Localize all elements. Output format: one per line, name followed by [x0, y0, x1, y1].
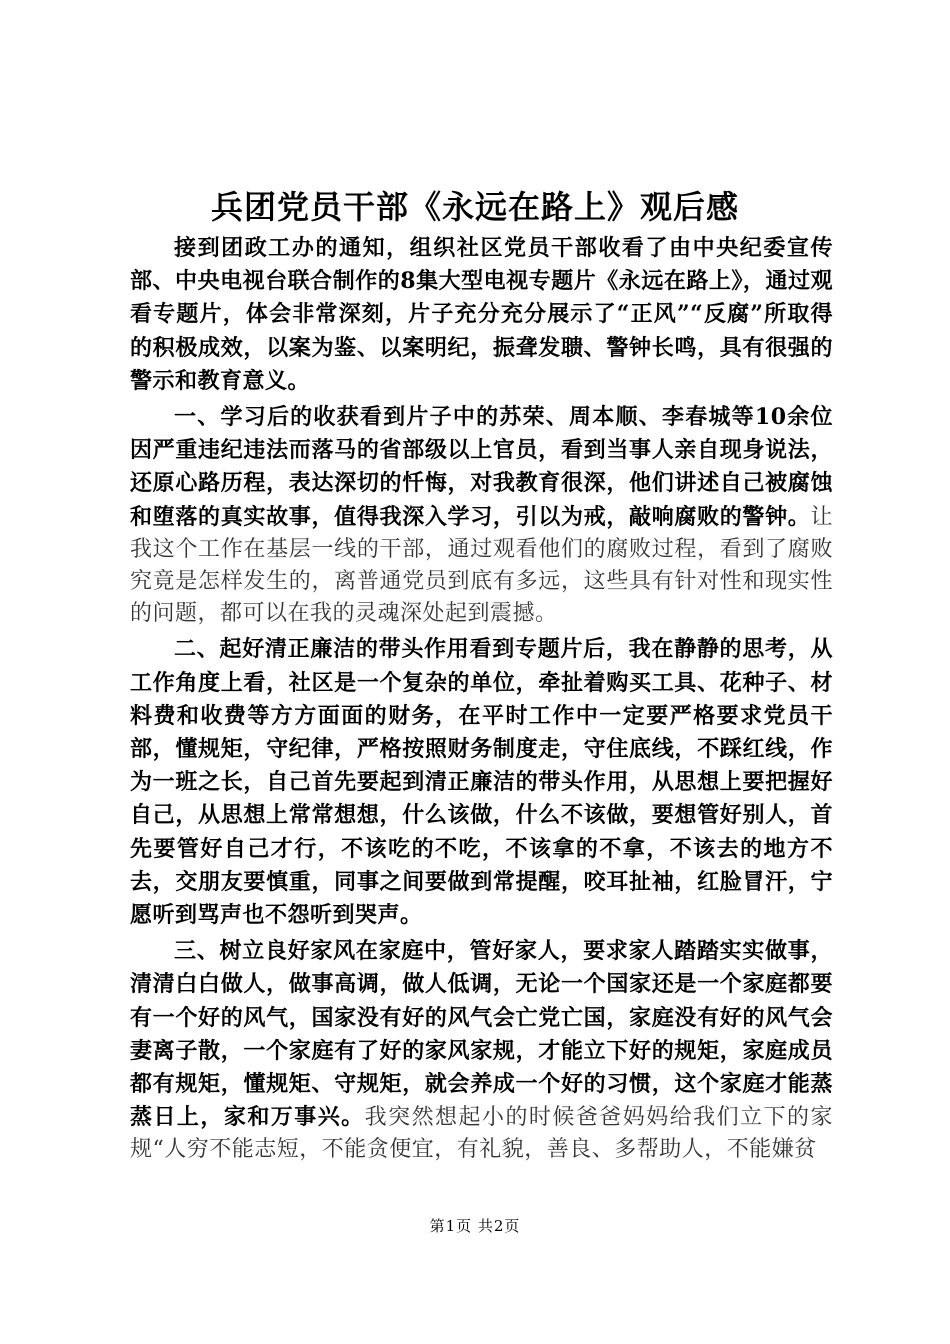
paragraph-section-2 — [130, 633, 833, 932]
paragraph-text: 三、树立良好家风在家庭中，管好家人，要求家人踏踏实实做事，清清白白做人，做事高调，做人低调，无论一个国家还是一个家庭都要有一个好的风气，国家没有好的风气会亡党亡国，家庭没有好的风气会妻离子散，一个家庭有了好的家风家规，才能立下好的规矩，家庭成员都有规矩，懂规矩、守规矩，就会养成一个好的习惯，这个家庭才能蒸蒸日上，家和万事兴。 — [130, 938, 833, 1131]
page-footer: 第1页 共2页 — [429, 1217, 521, 1235]
paragraph-intro — [130, 232, 833, 398]
paragraph-text: 二、起好清正廉洁的带头作用看到专题片后，我在静静的思考，从工作角度上看，社区是一个复杂的单位，牵扯着购买工具、花种子、材料费和收费等方方面面的财务，在平时工作中一定要严格要求党员干部，懂规矩，守纪律，严格按照财务制度走，守住底线，不踩红线，作为一班之长，自己首先要起到清正廉洁的带头作用，从思想上要把握好自己，从思想上常常想想，什么该做，什么不该做，要想管好别人，首先要管好自己才行，不该吃的不吃，不该拿的不拿，不该去的地方不去，交朋友要慎重，同事之间要做到常提醒，咬耳扯袖，红脸冒汗，宁愿听到骂声也不怨听到哭声。 — [130, 636, 833, 929]
document-body — [130, 232, 833, 1170]
document-title: 兵团党员干部《永远在路上》观后感 — [210, 188, 739, 226]
paragraph-text: 一、学习后的收获看到片子中的苏荣、周本顺、李春城等10余位因严重违纪违法而落马的省部级以上官员，看到当事人亲自现身说法，还原心路历程，表达深切的忏悔，对我教育很深，他们讲述自己被腐蚀和堕落的真实故事，值得我深入学习，引以为戒，敲响腐败的警钟。 — [130, 404, 833, 530]
paragraph-text: 接到团政工办的通知，组织社区党员干部收看了由中央纪委宣传部、中央电视台联合制作的8集大型电视专题片《永远在路上》，通过观看专题片，体会非常深刻，片子充分充分展示了“正风”“反腐”所取得的积极成效，以案为鉴、以案明纪，振聋发聩、警钟长鸣，具有很强的警示和教育意义。 — [130, 235, 833, 394]
paragraph-section-1 — [130, 401, 833, 630]
paragraph-text: 让我这个工作在基层一线的干部，通过观看他们的腐败过程，看到了腐败究竟是怎样发生的，离普通党员到底有多远，这些具有针对性和现实性的问题，都可以在我的灵魂深处起到震撼。 — [130, 504, 833, 627]
paragraph-text: 我突然想起小的时候爸爸妈妈给我们立下的家规“人穷不能志短，不能贪便宜，有礼貌，善良、多帮助人，不能嫌贫 — [130, 1105, 833, 1163]
paragraph-section-3 — [130, 935, 833, 1166]
